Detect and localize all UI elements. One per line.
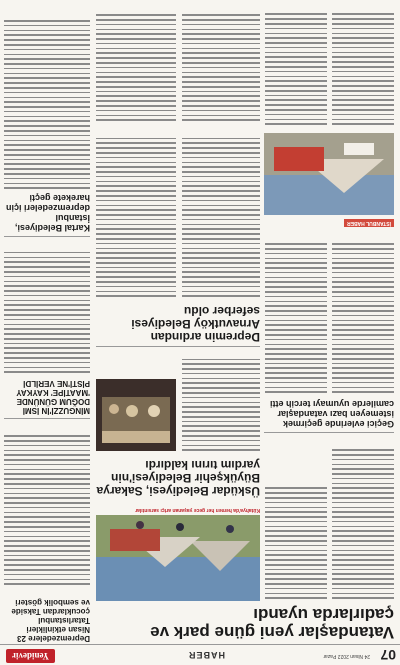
belediye-body-col1: [182, 351, 260, 451]
arnavutkoy-body-col2: [96, 127, 176, 297]
depremzede-body: [4, 425, 90, 585]
depremzede-headline: Depremzedelere 23 Nisan etkinlikleri Tatarlıstanbul çocuklardan Takside ve sembolik gösteri: [11, 598, 90, 643]
kartal-headline: Kartal Belediyesi, İstanbul depremzedeleri için harekete geçti: [5, 193, 90, 233]
belediye-photo: [96, 379, 176, 451]
gecici-headline: Geçici evlerinde geçirmek istemeyen bazı vatandaşlar camilerde uyumayı tercih etti: [269, 399, 394, 429]
minguzzi-body: [4, 243, 90, 373]
divider: [264, 432, 394, 433]
minguzzi-headline: MİNGUZZİ'İN İSMİ DOĞUM GÜNÜNDE 'MAATİPE' KAYKAY PİSTİ'NE VERİLDİ: [16, 379, 90, 415]
main-headline: Vatandaşlar yeni güne park ve çadırlarda uyandı: [150, 605, 394, 642]
page-header: [0, 644, 400, 665]
bottom-body-col2: [265, 5, 327, 125]
main-body-col2: [265, 479, 327, 599]
main-body-col1: [332, 439, 394, 599]
kartal-body: [4, 9, 90, 189]
divider: [4, 236, 90, 237]
gecici-body-col1: [332, 233, 394, 393]
arnavutkoy-body-col1: [182, 127, 260, 297]
section-title: HABER: [187, 650, 225, 660]
photo-credit: İSTANBUL HABER: [344, 219, 394, 227]
main-photo: [96, 515, 260, 601]
belediye-headline: Üsküdar Belediyesi, Sakarya Büyükşehir Belediyesi'nin yardım tırını kaldırdı: [96, 458, 260, 498]
yenidevir-logo: Yenidevir: [6, 649, 55, 663]
main-photo-caption: Kütahya'da hemen her gece yaşanan artçı sarsıntılar: [135, 507, 260, 513]
divider: [4, 418, 90, 419]
page-number: 07: [380, 647, 396, 663]
bottom-photo: [264, 133, 394, 215]
page-date: 24 Nisan 2022 Pazar: [323, 653, 370, 659]
gecici-body-col2: [265, 233, 327, 393]
arnavutkoy-headline: Depremin ardından Arnavutköy Belediyesi seferber oldu: [131, 304, 260, 344]
divider: [96, 346, 260, 347]
bottom-body-col3: [182, 5, 260, 121]
bottom-body-col1: [332, 5, 394, 125]
bottom-body-col4: [96, 5, 176, 121]
